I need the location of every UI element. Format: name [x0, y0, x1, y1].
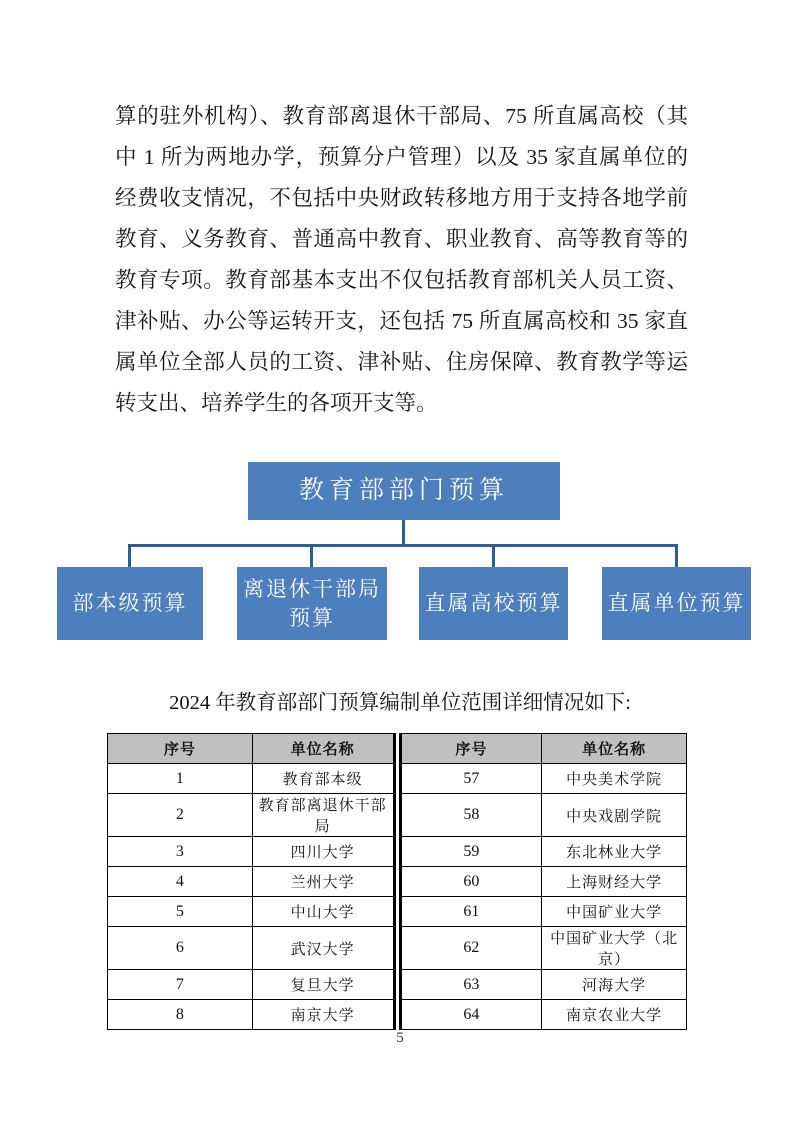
org-chart-child-box: [602, 567, 751, 640]
connector-child-stem: [310, 547, 313, 567]
org-chart-child-box: [419, 567, 568, 640]
connector-child-stem: [492, 547, 495, 567]
unit-name-cell: 武汉大学: [252, 927, 397, 970]
connector-horizontal-bar: [128, 544, 678, 547]
unit-name-cell: 复旦大学: [252, 970, 397, 1000]
page-number: 5: [396, 1030, 404, 1046]
unit-name-cell: 南京大学: [252, 1000, 397, 1030]
org-chart-box-label: 直属高校预算: [424, 591, 563, 616]
unit-name-cell: 南京农业大学: [542, 1000, 687, 1030]
row-number-cell: 63: [397, 970, 542, 1000]
org-chart-child-box: [57, 567, 203, 640]
row-number-cell: 7: [108, 970, 253, 1000]
table-caption: 2024 年教育部部门预算编制单位范围详细情况如下:: [169, 692, 631, 714]
row-number-cell: 4: [108, 867, 253, 897]
body-paragraph: [115, 96, 688, 424]
unit-name-cell: 中山大学: [252, 897, 397, 927]
unit-name-cell: 中央戏剧学院: [542, 794, 687, 837]
table-body: [108, 764, 687, 1030]
org-chart-child-box: [237, 567, 387, 640]
unit-name-cell: 四川大学: [252, 837, 397, 867]
row-number-cell: 8: [108, 1000, 253, 1030]
unit-name-cell: 中国矿业大学（北京）: [542, 927, 687, 970]
table-row: [108, 837, 687, 867]
row-number-cell: 64: [397, 1000, 542, 1030]
row-number-cell: 2: [108, 794, 253, 837]
table-row: [108, 1000, 687, 1030]
row-number-cell: 3: [108, 837, 253, 867]
row-number-cell: 60: [397, 867, 542, 897]
paragraph-line: 算的驻外机构）、教育部离退休干部局、75 所直属高校（其: [115, 104, 688, 128]
org-chart-root-box: [248, 462, 560, 520]
unit-name-cell: 教育部离退休干部局: [252, 794, 397, 837]
paragraph-line: 转支出、培养学生的各项开支等。: [115, 391, 438, 415]
paragraph-line: 经费收支情况，不包括中央财政转移地方用于支持各地学前: [115, 186, 688, 210]
unit-name-cell: 兰州大学: [252, 867, 397, 897]
row-number-cell: 62: [397, 927, 542, 970]
row-number-cell: 58: [397, 794, 542, 837]
table-header-cell: 单位名称: [252, 734, 397, 764]
row-number-cell: 59: [397, 837, 542, 867]
table-header-cell: 序号: [108, 734, 253, 764]
unit-name-cell: 河海大学: [542, 970, 687, 1000]
connector-child-stem: [675, 547, 678, 567]
org-chart-box-label: 预算: [289, 605, 335, 630]
unit-name-cell: 东北林业大学: [542, 837, 687, 867]
table-header-row: [108, 734, 687, 764]
table-header-cell: 单位名称: [542, 734, 687, 764]
units-table: [107, 733, 687, 1030]
unit-name-cell: 中央美术学院: [542, 764, 687, 794]
paragraph-line: 属单位全部人员的工资、津补贴、住房保障、教育教学等运: [115, 350, 688, 374]
row-number-cell: 57: [397, 764, 542, 794]
table-row: [108, 764, 687, 794]
unit-name-cell: 中国矿业大学: [542, 897, 687, 927]
connector-root-stem: [402, 520, 405, 544]
table-header: [108, 734, 687, 764]
paragraph-line: 津补贴、办公等运转开支，还包括 75 所直属高校和 35 家直: [115, 309, 688, 333]
row-number-cell: 5: [108, 897, 253, 927]
paragraph-line: 教育、义务教育、普通高中教育、职业教育、高等教育等的: [115, 227, 688, 251]
unit-name-cell: 教育部本级: [252, 764, 397, 794]
paragraph-line: 教育专项。教育部基本支出不仅包括教育部机关人员工资、: [115, 268, 688, 292]
table-row: [108, 897, 687, 927]
row-number-cell: 1: [108, 764, 253, 794]
table-row: [108, 867, 687, 897]
table-row: [108, 970, 687, 1000]
table-header-cell: 序号: [397, 734, 542, 764]
connector-child-stem: [128, 547, 131, 567]
paragraph-line: 中 1 所为两地办学，预算分户管理）以及 35 家直属单位的: [115, 145, 688, 169]
row-number-cell: 61: [397, 897, 542, 927]
row-number-cell: 6: [108, 927, 253, 970]
table-row: [108, 794, 687, 837]
table-row: [108, 927, 687, 970]
org-chart-root-label: 教育部部门预算: [298, 477, 509, 505]
org-chart-box-label: 直属单位预算: [607, 591, 746, 616]
unit-name-cell: 上海财经大学: [542, 867, 687, 897]
org-chart-box-label: 离退休干部局: [243, 577, 381, 602]
org-chart-box-label: 部本级预算: [72, 591, 188, 616]
